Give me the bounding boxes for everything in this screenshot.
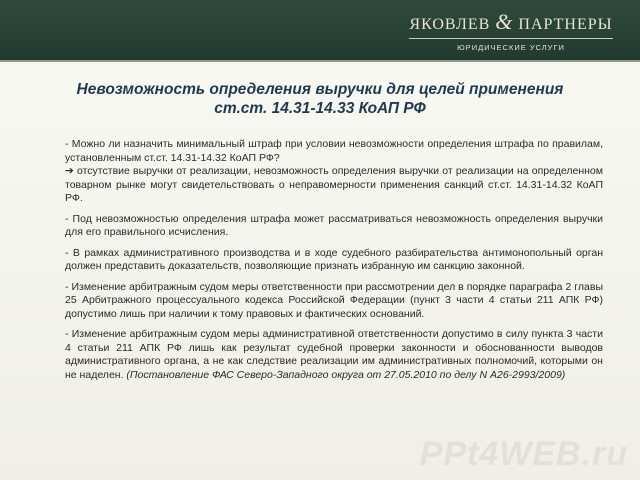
court-citation: (Постановление ФАС Северо-Западного округа от 27.05.2010 по делу N А26-2993/2009) — [126, 368, 566, 381]
slide-body — [65, 138, 603, 389]
paragraph-penalty-definition: - Под невозможностью определения штрафа может рассматриваться невозможность определения выручки для его правильного исчисления. — [65, 212, 603, 238]
slide-title — [40, 80, 600, 118]
paragraph-court-change-2 — [65, 328, 603, 382]
company-logo — [396, 9, 626, 52]
logo-subtitle: ЮРИДИЧЕСКИЕ УСЛУГИ — [457, 43, 565, 52]
paragraph-court-change-1: - Изменение арбитражным судом меры ответственности при рассмотрении дел в порядке параграфа 2 главы 25 Арбитражного процессуального кодекса Российской Федерации (пункт 3 части 4 статьи 211 АПК РФ) допустимо лишь при наличии к тому правовых и фактических оснований. — [65, 280, 603, 320]
slide-title-line-1: Невозможность определения выручки для целей применения — [76, 81, 564, 98]
slide-header — [0, 0, 640, 62]
logo-ampersand: & — [495, 9, 514, 34]
paragraph-court-change-2-text: - Изменение арбитражным судом меры административной ответственности допустимо в силу пункта 3 части 4 статьи 211 АПК РФ лишь как результат судебной проверки законности и обоснованности выводов административного органа, а не как следствие реализации им административных полномочий, которыми он не наделен. — [65, 328, 603, 381]
paragraph-answer — [65, 165, 603, 206]
paragraph-burden-of-proof: - В рамках административного производства и в ходе судебного разбирательства антимонопольный орган должен представить доказательств, позволяющие признать избранную им санкцию законной. — [65, 246, 603, 272]
watermark: PPt4WEB.ru — [419, 435, 628, 473]
logo-wordmark — [409, 9, 613, 39]
arrow-right-icon: ➔ — [65, 165, 74, 177]
paragraph-answer-text: отсутствие выручки от реализации, невозможность определения выручки от реализации на определенном товарном рынке могут свидетельствовать о неправомерности применения санкций ст.ст. 14.31-14.32 КоАП РФ. — [65, 165, 603, 204]
slide-title-line-2: ст.ст. 14.31-14.33 КоАП РФ — [214, 100, 426, 117]
logo-right-text: ПАРТНЕРЫ — [518, 16, 613, 33]
logo-left-text: ЯКОВЛЕВ — [409, 16, 491, 33]
paragraph-question: - Можно ли назначить минимальный штраф при условии невозможности определения штрафа по правилам, установленным ст.ст. 14.31-14.32 КоАП РФ? — [65, 138, 603, 164]
slide-content — [0, 62, 640, 480]
